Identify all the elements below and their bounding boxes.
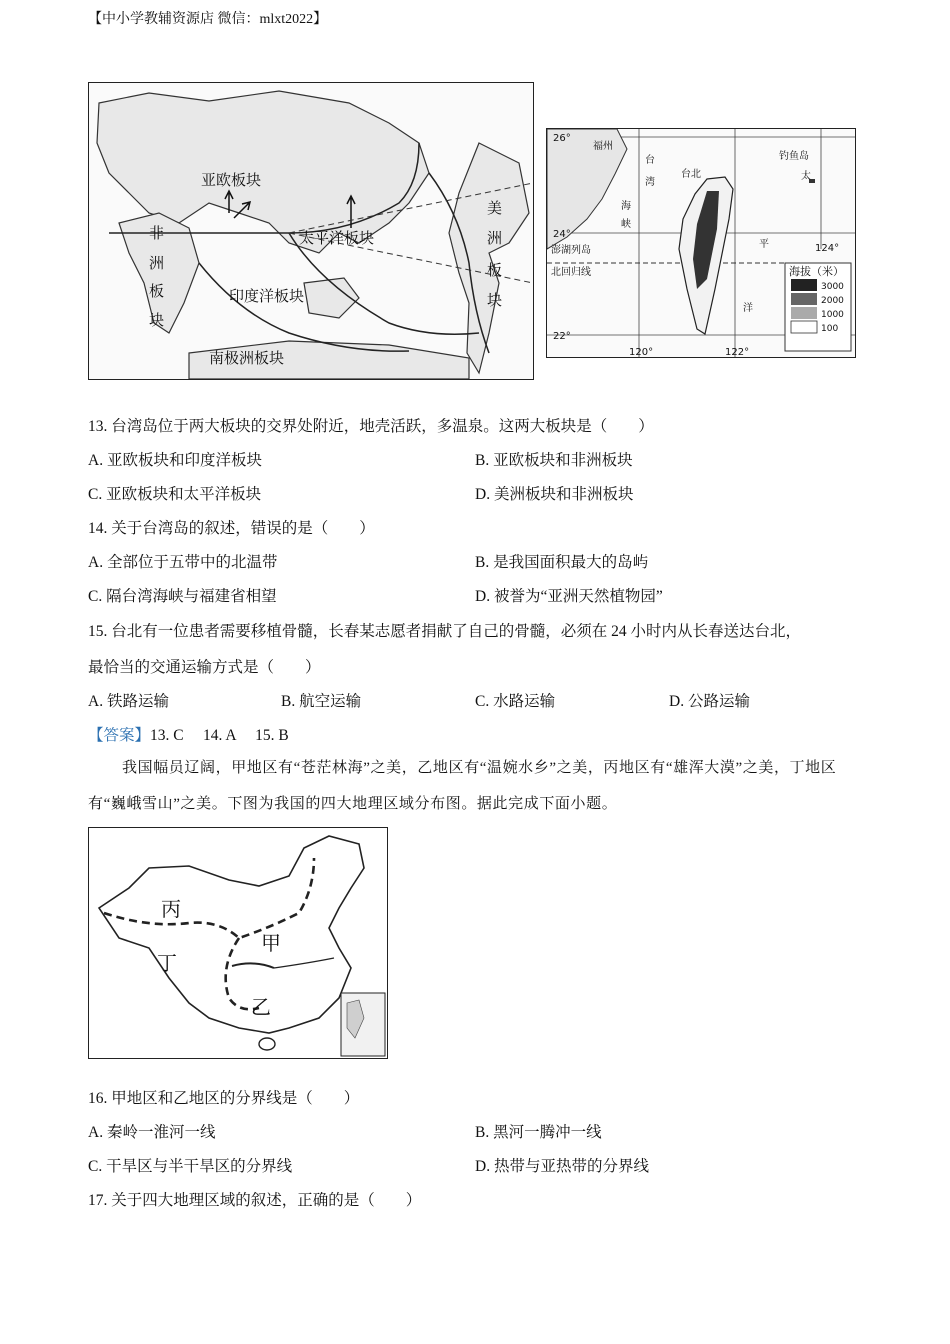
label-indian-plate: 印度洋板块 (229, 287, 305, 305)
label-america-plate-3: 板 (487, 261, 503, 279)
q14-option-d[interactable]: D. 被誉为“亚洲天然植物园” (475, 588, 663, 605)
q13-option-b[interactable]: B. 亚欧板块和非洲板块 (475, 452, 633, 469)
q14-stem: 14. 关于台湾岛的叙述，错误的是（ ） (88, 520, 375, 537)
legend-title: 海拔（米） (789, 265, 844, 278)
q15-option-a[interactable]: A. 铁路运输 (88, 693, 169, 710)
q16-option-c[interactable]: C. 干旱区与半干旱区的分界线 (88, 1158, 293, 1175)
strait-char-2: 湾 (645, 177, 655, 188)
place-tropic-line: 北回归线 (551, 267, 591, 278)
q13-option-d[interactable]: D. 美洲板块和非洲板块 (475, 486, 634, 503)
legend-level-2000: 2000 (821, 296, 844, 306)
q14-option-b[interactable]: B. 是我国面积最大的岛屿 (475, 554, 649, 571)
q16-stem: 16. 甲地区和乙地区的分界线是（ ） (88, 1090, 360, 1107)
region-bing: 丙 (161, 897, 181, 921)
strait-char-3: 海 (621, 201, 631, 212)
strait-char-1: 台 (645, 155, 655, 166)
strait-char-4: 峡 (621, 219, 631, 230)
label-antarctic-plate: 南极洲板块 (209, 349, 285, 367)
label-america-plate-4: 块 (487, 291, 503, 309)
region-yi: 乙 (251, 995, 271, 1019)
legend-level-3000: 3000 (821, 282, 844, 292)
answer-line (88, 723, 289, 745)
lon-label-122: 122° (725, 347, 750, 357)
q16-option-b[interactable]: B. 黑河一腾冲一线 (475, 1124, 602, 1141)
q15-option-d[interactable]: D. 公路运输 (669, 693, 750, 710)
place-penghu: 澎湖列岛 (551, 245, 591, 256)
header-banner: 【中小学教辅资源店 微信：mlxt2022】 (88, 12, 328, 27)
intro-paragraph: 我国幅员辽阔，甲地区有“苍茫林海”之美，乙地区有“温婉水乡”之美，丙地区有“雄浑大漠”之美，丁地区有“巍峨雪山”之美。下图为我国的四大地理区域分布图。据此完成下面小题。 (88, 760, 837, 812)
lat-label-22: 22° (553, 331, 571, 342)
q14-option-c[interactable]: C. 隔台湾海峡与福建省相望 (88, 588, 277, 605)
lon-label-120: 120° (629, 347, 654, 357)
legend-level-100: 100 (821, 324, 839, 334)
label-pacific-plate: 太平洋板块 (299, 229, 375, 247)
q16-option-d[interactable]: D. 热带与亚热带的分界线 (475, 1158, 649, 1175)
lat-label-24: 24° (553, 229, 571, 240)
q15-stem-line2: 最恰当的交通运输方式是（ ） (88, 659, 321, 676)
q17-stem: 17. 关于四大地理区域的叙述，正确的是（ ） (88, 1192, 422, 1209)
place-taipei: 台北 (681, 169, 701, 180)
lon-label-124: 124° (815, 243, 840, 254)
place-diaoyu: 钓鱼岛 (779, 151, 809, 162)
label-africa-plate-1: 非 (149, 224, 165, 242)
china-regions-map (88, 827, 388, 1059)
lat-label-26: 26° (553, 133, 571, 144)
label-eurasia-plate: 亚欧板块 (201, 171, 262, 189)
label-africa-plate-4: 块 (149, 311, 165, 329)
answer-text: 13. C 14. A 15. B (150, 727, 289, 744)
ocean-char-3: 洋 (743, 303, 753, 314)
q16-option-a[interactable]: A. 秦岭一淮河一线 (88, 1124, 216, 1141)
q15-option-c[interactable]: C. 水路运输 (475, 693, 556, 710)
q13-stem: 13. 台湾岛位于两大板块的交界处附近，地壳活跃，多温泉。这两大板块是（ ） (88, 418, 654, 435)
label-africa-plate-2: 洲 (149, 254, 165, 272)
q15-stem-line1: 15. 台北有一位患者需要移植骨髓，长春某志愿者捐献了自己的骨髓，必须在 24 小时内从长春送达台北， (88, 623, 802, 640)
legend-level-1000: 1000 (821, 310, 844, 320)
plate-map (88, 82, 534, 380)
label-america-plate-1: 美 (487, 199, 503, 217)
answer-key-label: 【答案】 (88, 727, 151, 744)
region-ding: 丁 (157, 951, 177, 975)
q14-option-a[interactable]: A. 全部位于五带中的北温带 (88, 554, 278, 571)
label-africa-plate-3: 板 (149, 282, 165, 300)
q15-option-b[interactable]: B. 航空运输 (281, 693, 362, 710)
place-fuzhou: 福州 (593, 141, 613, 152)
q13-option-c[interactable]: C. 亚欧板块和太平洋板块 (88, 486, 262, 503)
label-america-plate-2: 洲 (487, 229, 503, 247)
taiwan-inset-map (546, 128, 856, 358)
q13-option-a[interactable]: A. 亚欧板块和印度洋板块 (88, 452, 262, 469)
region-jia: 甲 (261, 931, 281, 955)
ocean-char-1: 太 (801, 171, 811, 182)
ocean-char-2: 平 (759, 239, 769, 250)
